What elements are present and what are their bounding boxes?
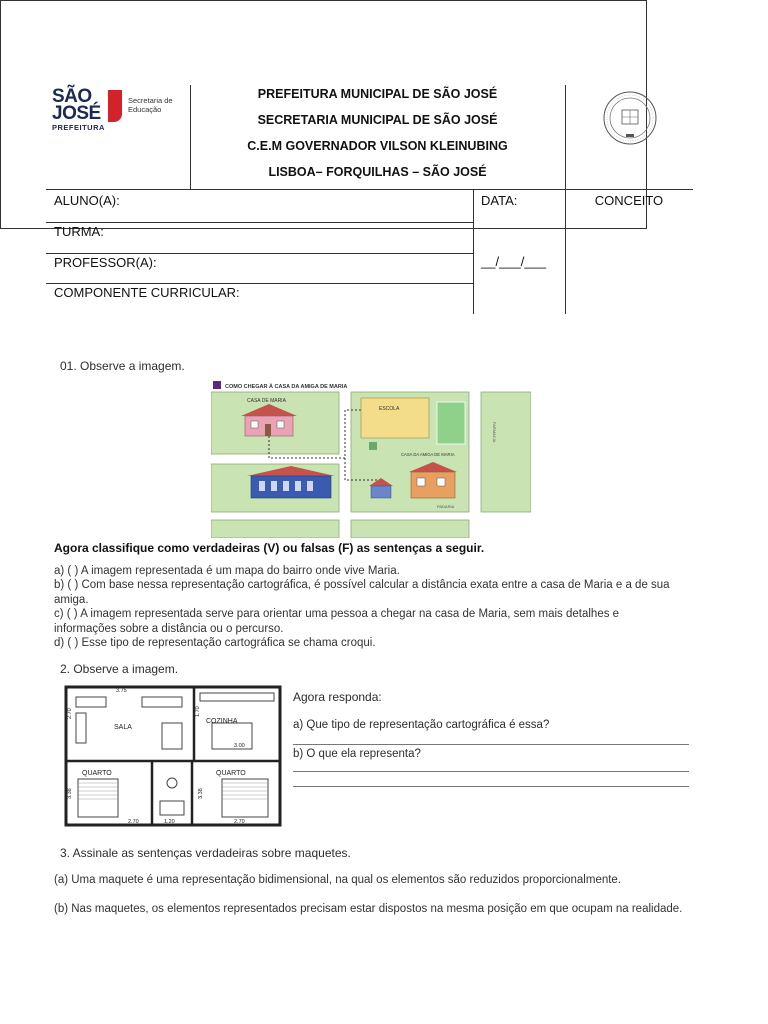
plan-dim-coz-side: 1.70 (195, 706, 201, 717)
question-1-title: 01. Observe a imagem. (60, 359, 185, 373)
question-1-sentence-b: b) ( ) Com base nessa representação cartográfica, é possível calcular a distância exata entre a casa de Maria e a de sua amiga. (54, 579, 670, 606)
header-divider (46, 253, 474, 254)
map-label-casa-amiga: CASA DA AMIGA DE MARIA (401, 452, 455, 457)
header-line-3: C.E.M GOVERNADOR VILSON KLEINUBING (247, 139, 508, 153)
question-1-sentence-c: c) ( ) A imagem representada serve para orientar uma pessoa a chegar na casa de Maria, sem mais detalhes e informações sobre a distância ou o percurso. (54, 608, 620, 635)
plan-label-sala: SALA (114, 724, 132, 731)
plan-dim-coz-bottom: 3.00 (234, 743, 245, 749)
plan-dim-quarto-side: 3.38 (67, 788, 73, 799)
question-3-option-a: (a) Uma maquete é uma representação bidimensional, na qual os elementos são reduzidos proporcionalmente. (54, 874, 622, 886)
field-turma: TURMA: (54, 224, 104, 239)
plan-dim-bottom-mid: 1.20 (164, 819, 175, 825)
question-3-title: 3. Assinale as sentenças verdadeiras sobre maquetes. (60, 846, 351, 860)
header-divider (46, 222, 474, 223)
answer-line[interactable] (293, 771, 689, 772)
logo-dept: Secretaria de Educação (128, 96, 173, 114)
question-2-b: b) O que ela representa? (293, 748, 421, 760)
header-divider (46, 283, 474, 284)
neighborhood-map (211, 380, 531, 538)
logo-mark-icon (108, 90, 122, 122)
map-label-farmacia: FARMÁCIA (492, 422, 497, 443)
plan-dim-bottom-1: 2.70 (128, 819, 139, 825)
plan-dim-quarto2-side: 3.38 (198, 788, 204, 799)
question-1-sentence-a: a) ( ) A imagem representada é um mapa do bairro onde vive Maria. (54, 565, 400, 577)
header-line-2: SECRETARIA MUNICIPAL DE SÃO JOSÉ (257, 113, 498, 127)
plan-label-cozinha: COZINHA (206, 718, 238, 725)
field-componente: COMPONENTE CURRICULAR: (54, 285, 240, 300)
question-1-sentence-d: d) ( ) Esse tipo de representação cartográfica se chama croqui. (54, 637, 376, 649)
field-data: DATA: (481, 193, 518, 208)
header-divider (473, 189, 474, 314)
header-line-4: LISBOA– FORQUILHAS – SÃO JOSÉ (268, 165, 487, 179)
plan-dim-bottom-2: 2.70 (234, 819, 245, 825)
map-label-escola: ESCOLA (379, 406, 400, 412)
question-2-prompt: Agora responda: (293, 690, 382, 704)
answer-line[interactable] (293, 786, 689, 787)
question-2-title: 2. Observe a imagem. (60, 662, 179, 676)
header-line-1: PREFEITURA MUNICIPAL DE SÃO JOSÉ (257, 87, 498, 101)
sao-jose-logo (52, 88, 182, 134)
plan-dim-top: 3.75 (116, 688, 127, 694)
plan-label-quarto-1: QUARTO (82, 770, 112, 777)
question-3-option-b: (b) Nas maquetes, os elementos representados precisam estar dispostos na mesma posição em que ocupam na realidade. (54, 903, 683, 915)
school-seal-icon (602, 90, 658, 146)
field-professor: PROFESSOR(A): (54, 255, 157, 270)
logo-subtitle: PREFEITURA (52, 123, 105, 132)
floor-plan (62, 683, 284, 831)
map-label-padaria: PADARIA (437, 504, 455, 509)
map-label-casa-maria: CASA DE MARIA (247, 398, 286, 404)
question-1-instruction: Agora classifique como verdadeiras (V) ou falsas (F) as sentenças a seguir. (54, 541, 485, 555)
question-2-a: a) Que tipo de representação cartográfica é essa? (293, 719, 550, 731)
plan-dim-sala-side: 2.70 (67, 708, 73, 719)
field-aluno: ALUNO(A): (54, 193, 120, 208)
answer-line[interactable] (293, 744, 689, 745)
field-conceito: CONCEITO (594, 193, 664, 208)
header-divider (46, 189, 693, 190)
map-title: COMO CHEGAR À CASA DA AMIGA DE MARIA (225, 384, 348, 390)
logo-text: SÃO JOSÉ (52, 86, 101, 124)
plan-label-quarto-2: QUARTO (216, 770, 246, 777)
field-data-blank: __/___/___ (481, 254, 547, 269)
